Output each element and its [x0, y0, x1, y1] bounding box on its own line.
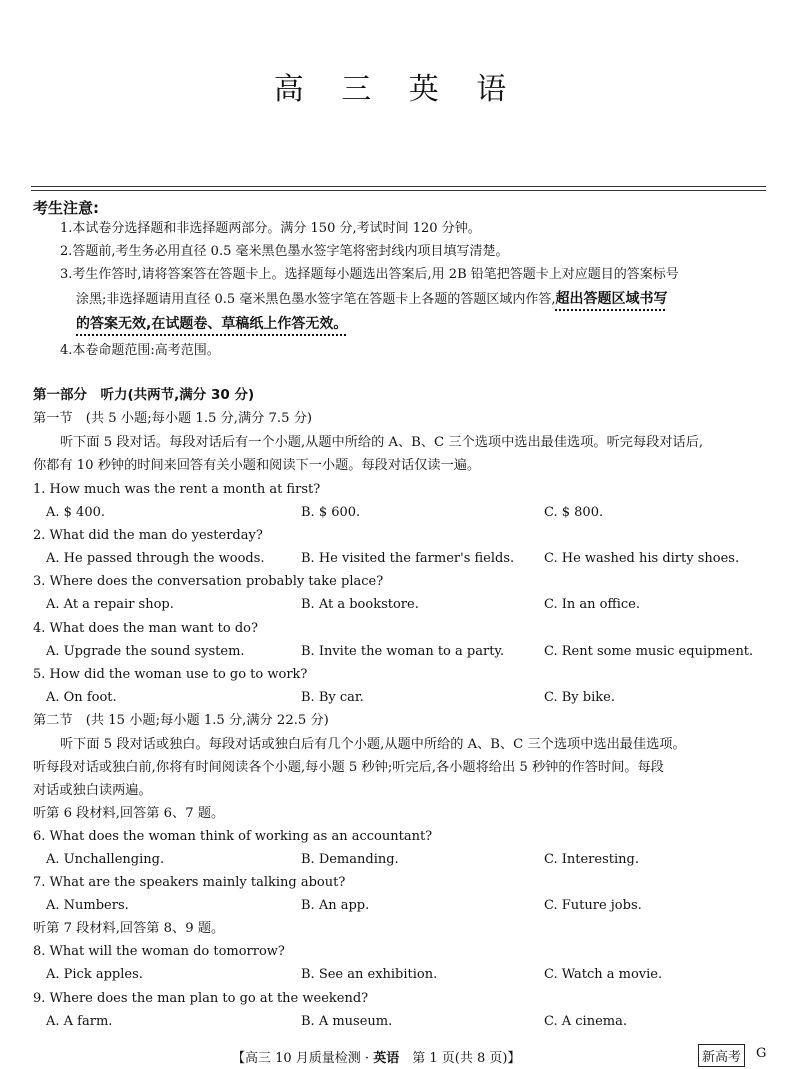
notice-item-1: 1.本试卷分选择题和非选择题两部分。满分 150 分,考试时间 120 分钟。	[60, 221, 481, 236]
page-title: 高 三 英 语	[273, 72, 521, 107]
notice-item-2: 2.答题前,考生务必用直径 0.5 毫米黑色墨水签字笔将密封线内项目填写清楚。	[60, 244, 509, 259]
question-8-option-a: A. Pick apples.	[46, 967, 143, 982]
question-4-option-c: C. Rent some music equipment.	[544, 644, 754, 659]
section2-instructions-2: 听每段对话或独白前,你将有时间阅读各个小题,每小题 5 秒钟;听完后,各小题将给出 5 秒钟的作答时间。每段	[33, 760, 664, 775]
section1-heading: 第一节 (共 5 小题;每小题 1.5 分,满分 7.5 分)	[33, 411, 313, 426]
version-code: G	[756, 1046, 767, 1061]
section2-instructions-3: 对话或独白读两遍。	[33, 783, 152, 798]
footer-page-number: 第 1 页(共 8 页)】	[399, 1051, 521, 1066]
question-2-option-c: C. He washed his dirty shoes.	[544, 551, 740, 566]
section1-instructions-1: 听下面 5 段对话。每段对话后有一个小题,从题中所给的 A、B、C 三个选项中选出最佳选项。听完每段对话后,	[60, 435, 704, 450]
footer-subject: 英语	[373, 1051, 400, 1066]
question-6: 6. What does the woman think of working as an accountant?	[33, 829, 433, 844]
footer-exam-label: 【高三 10 月质量检测 ·	[232, 1051, 374, 1066]
question-7-option-a: A. Numbers.	[46, 898, 129, 913]
question-5: 5. How did the woman use to go to work?	[33, 667, 308, 682]
question-9-option-a: A. A farm.	[46, 1014, 113, 1029]
page-footer	[232, 1047, 520, 1066]
notice-item-3-text: 涂黑;非选择题请用直径 0.5 毫米黑色墨水签字笔在答题卡上各题的答题区域内作答,	[76, 292, 556, 307]
notice-item-4: 4.本卷命题范围:高考范围。	[60, 343, 220, 358]
question-3-option-b: B. At a bookstore.	[301, 597, 419, 612]
question-4: 4. What does the man want to do?	[33, 621, 258, 636]
question-5-option-c: C. By bike.	[544, 690, 615, 705]
question-1-option-b: B. $ 600.	[301, 505, 361, 520]
question-4-option-a: A. Upgrade the sound system.	[46, 644, 245, 659]
section2-instructions-1: 听下面 5 段对话或独白。每段对话或独白后有几个小题,从题中所给的 A、B、C 三个选项中选出最佳选项。	[60, 737, 686, 752]
question-6-option-b: B. Demanding.	[301, 852, 399, 867]
part1-heading: 第一部分 听力(共两节,满分 30 分)	[33, 387, 255, 403]
question-5-option-a: A. On foot.	[46, 690, 117, 705]
question-4-option-b: B. Invite the woman to a party.	[301, 644, 505, 659]
notice-emphasis-2: 的答案无效,在试题卷、草稿纸上作答无效。	[76, 316, 348, 332]
question-2: 2. What did the man do yesterday?	[33, 528, 263, 543]
section1-instructions-2: 你都有 10 秒钟的时间来回答有关小题和阅读下一小题。每段对话仅读一遍。	[33, 458, 481, 473]
material-6-heading: 听第 6 段材料,回答第 6、7 题。	[33, 806, 225, 821]
header-divider-top	[31, 186, 766, 187]
question-7-option-b: B. An app.	[301, 898, 370, 913]
notice-emphasis-1: 超出答题区域书写	[555, 291, 668, 307]
question-6-option-c: C. Interesting.	[544, 852, 639, 867]
question-1-option-a: A. $ 400.	[46, 505, 106, 520]
new-gaokao-badge: 新高考	[698, 1044, 745, 1067]
question-3-option-a: A. At a repair shop.	[46, 597, 174, 612]
section2-heading: 第二节 (共 15 小题;每小题 1.5 分,满分 22.5 分)	[33, 713, 329, 728]
question-9-option-b: B. A museum.	[301, 1014, 393, 1029]
question-2-option-a: A. He passed through the woods.	[46, 551, 265, 566]
question-5-option-b: B. By car.	[301, 690, 364, 705]
notice-heading: 考生注意:	[33, 199, 99, 217]
question-7: 7. What are the speakers mainly talking about?	[33, 875, 346, 890]
question-1: 1. How much was the rent a month at first?	[33, 482, 321, 497]
question-3-option-c: C. In an office.	[544, 597, 640, 612]
question-7-option-c: C. Future jobs.	[544, 898, 642, 913]
question-6-option-a: A. Unchallenging.	[46, 852, 165, 867]
question-9: 9. Where does the man plan to go at the weekend?	[33, 991, 369, 1006]
notice-item-3: 3.考生作答时,请将答案答在答题卡上。选择题每小题选出答案后,用 2B 铅笔把答题卡上对应题目的答案标号	[60, 267, 679, 282]
question-8: 8. What will the woman do tomorrow?	[33, 944, 285, 959]
notice-item-3-emph-line	[76, 315, 347, 334]
question-1-option-c: C. $ 800.	[544, 505, 604, 520]
question-8-option-b: B. See an exhibition.	[301, 967, 438, 982]
question-2-option-b: B. He visited the farmer's fields.	[301, 551, 515, 566]
header-divider-bottom	[31, 190, 766, 191]
notice-item-3-cont	[76, 290, 667, 309]
question-3: 3. Where does the conversation probably take place?	[33, 574, 384, 589]
question-8-option-c: C. Watch a movie.	[544, 967, 663, 982]
material-7-heading: 听第 7 段材料,回答第 8、9 题。	[33, 921, 225, 936]
question-9-option-c: C. A cinema.	[544, 1014, 627, 1029]
